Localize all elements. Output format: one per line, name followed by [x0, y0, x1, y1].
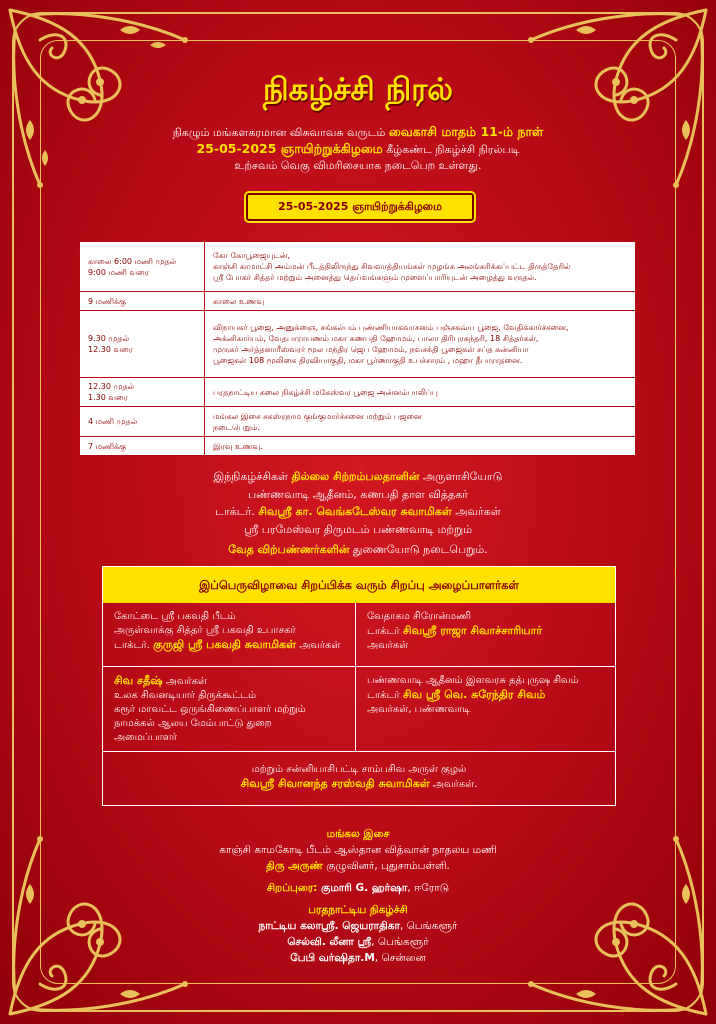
speech-label: சிறப்புரை: [266, 882, 318, 894]
intro-line: உற்சவம் வெகு விமரிசையாக நடைபெற உள்ளது. [234, 159, 482, 172]
schedule-event: காலை உணவு [205, 292, 636, 311]
guest-cell [356, 603, 615, 660]
guest-cell [103, 759, 615, 799]
guest-name: குருஜி ஸ்ரீ பகவதி சுவாமிகள் [153, 638, 297, 651]
blessing-line: அவர்கள் [451, 505, 501, 518]
guest-line: வேதாகம சிரோன்மணி [367, 611, 471, 622]
guest-name: சிவஸ்ரீ ராஜா சிவாச்சாரியார் [402, 624, 543, 637]
intro-highlight: வைகாசி மாதம் 11-ம் நாள் [388, 124, 544, 139]
blessing-line: அருளாசியோடு [419, 470, 503, 483]
blessing-line: பண்ணவாடி ஆதீனம், கணபதி தாள வித்தகர் [248, 487, 468, 501]
footer-line: குழுவினர், புதுசாம்பள்ளி. [322, 860, 450, 872]
schedule-event: கோ கோபூஜையுடன், காஞ்சி காமாட்சி அம்மன் பீடத்திலிருந்து சிவவாத்தியங்கள் முழங்க அலங்கரிக்கப்பட்ட திருத்தேரில் ஸ்ரீ போகர் சித்தர் மற்றும் அனைத்து தெய்வங்களும் முளைப்பாரியுடன் அழைத்து வருதல். [205, 242, 636, 292]
blessing-line: துணையோடு நடைபெறும். [349, 543, 488, 556]
footer-line: , பெங்களூர் [399, 920, 458, 932]
footer-line: காஞ்சி காமகோடி பீடம் ஆஸ்தான வித்வான் நாதலய மணி [219, 844, 497, 856]
guest-line: அமைப்பாளர் [114, 732, 177, 743]
footer-line: , சென்னை [374, 952, 426, 964]
schedule-event: மங்கல இசை சகஸ்ரநாம குங்குமார்ச்சனை மற்றும் பஜனை நடைபெறும். [205, 407, 636, 437]
schedule-time: 7 மணிக்கு [80, 437, 205, 456]
schedule-event: விநாயகர் பூஜை, அனுக்ஞை, சங்கல்பம் புண்ணியாகவாசனம் பஞ்சகவ்ய பூஜை, வேதிக்கார்ச்சனை, அக்னிகார்யம், வேதபாராயணம் மகா கணபதி ஹோமம், பாலா திரிபுரசுந்தரி, 18 சித்தர்கள், முருகர் அர்த்தனாரீஸ்வரர் மூல மந்திர ஜெப ஹோமம், நவசக்தி பூஜைகள் சப்த கன்னியா பூஜைகள் 108 மூலிகை திரவியாகுதி, மகா பூர்ணாகுதி உபச்சாரம் , மஹா தீபாராதனை. [205, 311, 636, 378]
intro-line: நிகழும் மங்களகரமான விசுவாவசு வருடம் [172, 126, 389, 139]
schedule-row [80, 242, 636, 292]
page-title: நிகழ்ச்சி நிரல் [262, 72, 454, 108]
date-banner: 25-05-2025 ஞாயிற்றுக்கிழமை [246, 193, 474, 221]
footer-highlight: செல்வி. லீனா ஸ்ரீ [287, 936, 372, 948]
guest-line: டாக்டர். [114, 640, 154, 651]
guest-line: அவர்கள் [296, 640, 341, 651]
guest-cell [103, 667, 355, 752]
guest-name: சிவ ஸ்ரீ வெ. சுரேந்திர சிவம் [402, 688, 546, 701]
blessing-line: இந்நிகழ்ச்சிகள் [213, 470, 292, 483]
intro-text [80, 124, 636, 174]
footer-highlight: திரு அருண் [266, 860, 323, 872]
schedule-time: 9 மணிக்கு [80, 292, 205, 311]
footer-line: , பெங்களூர் [371, 936, 429, 948]
schedule-event: பரதநாட்டிய கலை நிகழ்ச்சி மகேஸ்வர பூஜை அன்னம்பாலிப்பு [205, 378, 636, 407]
guest-name: சிவஸ்ரீ சிவானந்த சரஸ்வதி சுவாமிகள் [240, 777, 430, 790]
schedule-time: 4 மணி முதல் [80, 407, 205, 437]
guest-cell [103, 603, 355, 660]
guest-line: அவர்கள் [367, 640, 409, 651]
guest-line: அவர்கள் [162, 676, 208, 687]
guest-line: அருள்வாக்கு சித்தர் ஸ்ரீ பகவதி உபாசகர் [114, 625, 296, 636]
footer-section [80, 826, 636, 966]
guest-line: டாக்டர் [367, 626, 403, 637]
schedule-row [80, 311, 636, 378]
footer-highlight: நாட்டிய கலாஸ்ரீ. ஜெயராதிகா [258, 920, 400, 932]
schedule-event: இரவு உணவு. [205, 437, 636, 456]
guest-line: மற்றும் சன்னியாசிபட்டி சாம்பசிவ அருள் குழல் [251, 764, 467, 775]
guest-line: பண்ணவாடி ஆதீனம் இளவரசு தத்புருஷ சிவம் [367, 675, 579, 686]
guests-box [102, 566, 616, 806]
blessing-text [80, 468, 636, 559]
guest-line: அவர்கள். [429, 779, 478, 790]
blessing-highlight: வேத விற்பண்ணர்களின் [228, 543, 350, 556]
blessing-line: ஸ்ரீ பரமேஸ்வர திருமடம் பண்ணவாடி மற்றும் [243, 522, 473, 536]
guests-heading: இப்பெருவிழாவை சிறப்பிக்க வரும் சிறப்பு அழைப்பாளர்கள் [103, 567, 615, 603]
intro-line: கீழ்கண்ட நிகழ்ச்சி நிரல்படி [382, 143, 520, 156]
footer-highlight: குமாரி G. ஹர்ஷா [317, 882, 408, 894]
music-title: மங்கல இசை [326, 828, 390, 840]
schedule-row [80, 378, 636, 407]
guest-line: அவர்கள், பண்ணவாடி [367, 704, 471, 715]
guest-name: சிவ சதீஷ் [114, 674, 163, 687]
schedule-time: 9.30 முதல் 12.30 வரை [80, 311, 205, 378]
footer-line: , ஈரோடு [407, 882, 450, 894]
guest-cell [356, 667, 615, 724]
intro-highlight: 25-05-2025 ஞாயிற்றுக்கிழமை [196, 141, 383, 156]
schedule-row [80, 407, 636, 437]
guest-line: கரூர் மாவட்ட ஒருங்கிணைப்பாளர் மற்றும் [114, 704, 306, 715]
dance-title: பரதநாட்டிய நிகழ்ச்சி [308, 904, 408, 916]
guest-line: நாமக்கல் ஆலய மேம்பாட்டு துறை [114, 718, 272, 729]
schedule-row [80, 437, 636, 456]
footer-highlight: பேபி வர்ஷிதா.M [290, 952, 375, 964]
blessing-highlight: சிவஸ்ரீ கா. வெங்கடேஸ்வர சுவாமிகள் [258, 505, 452, 518]
blessing-line: டாக்டர். [215, 505, 259, 518]
schedule-time: காலை 6:00 மணி முதல் 9:00 மணி வரை [80, 242, 205, 292]
schedule-row [80, 292, 636, 311]
schedule-time: 12.30 முதல் 1.30 வரை [80, 378, 205, 407]
guest-line: உலக சிவனடியார் திருக்கூட்டம் [114, 690, 257, 701]
schedule-table [79, 241, 636, 456]
guest-line: கோட்டை ஸ்ரீ பகவதி பீடம் [114, 611, 236, 622]
guest-line: டாக்டர் [367, 690, 403, 701]
blessing-highlight: தில்லை சிற்றம்பலதானின் [291, 470, 420, 483]
